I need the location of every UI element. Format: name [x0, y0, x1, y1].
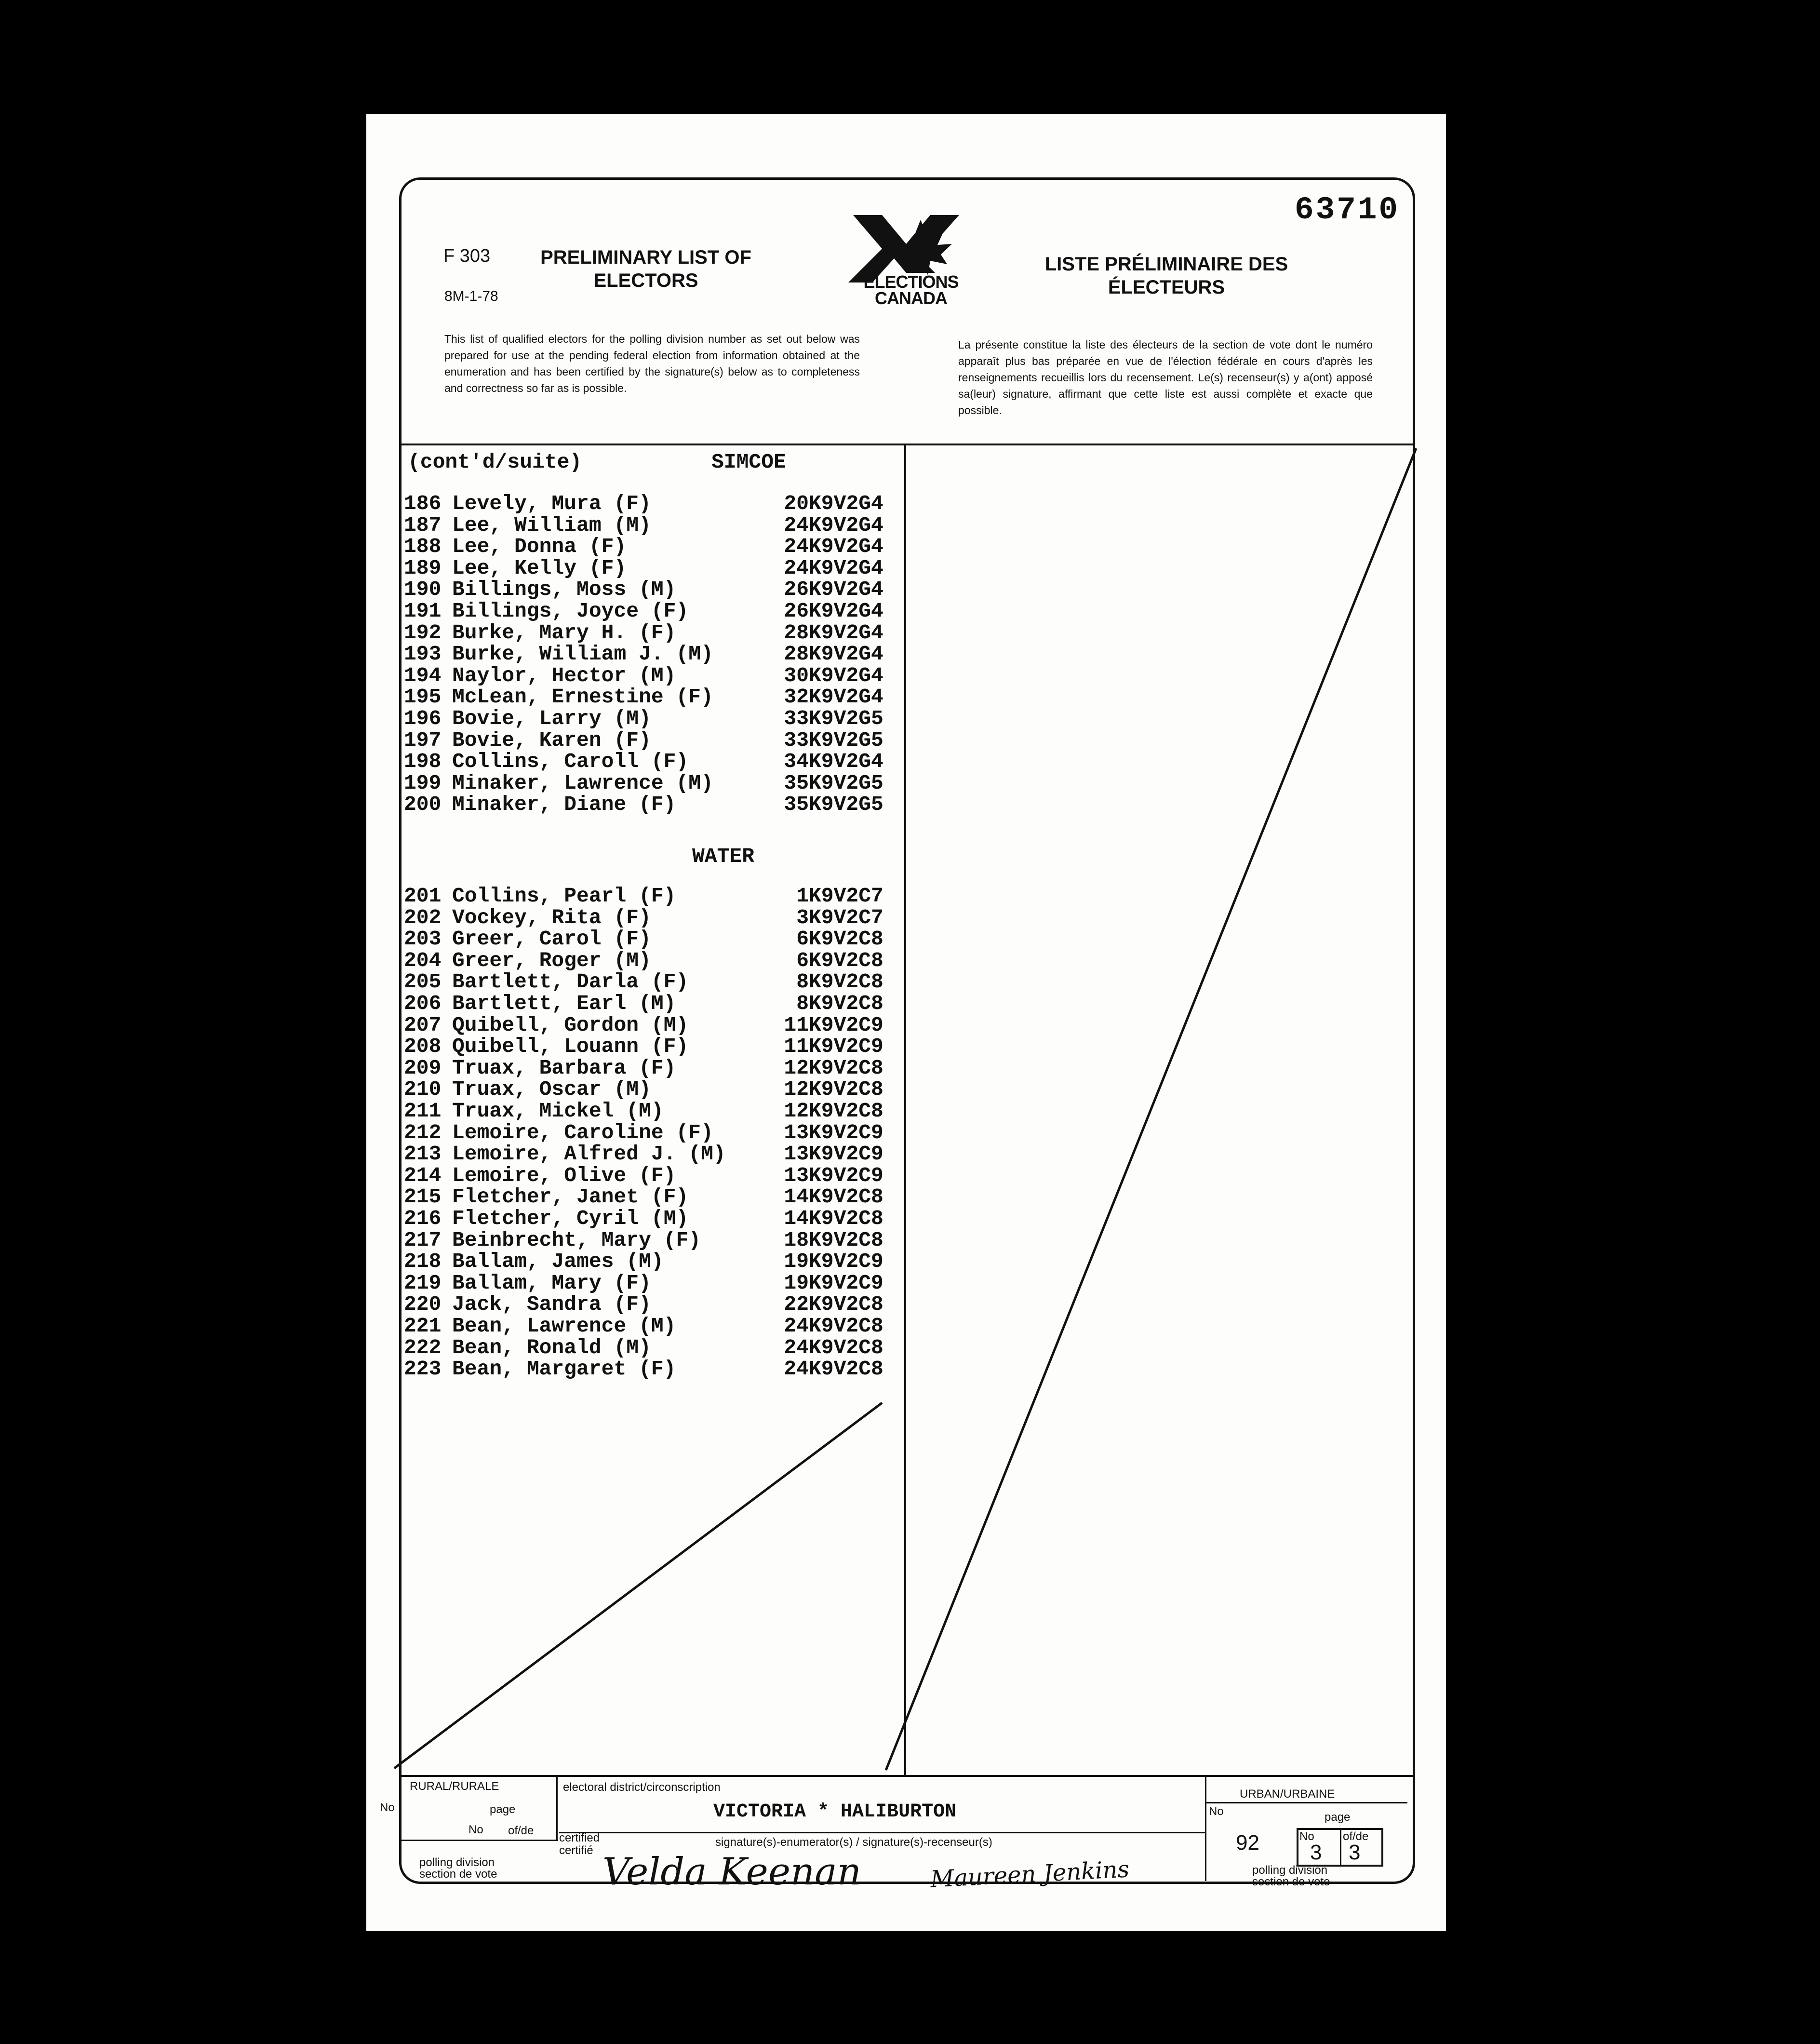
- form-date: 8M-1-78: [444, 288, 498, 304]
- postal-code: K9V2G5: [809, 793, 883, 817]
- elector-number: 213: [404, 1142, 442, 1166]
- rural-of-label: of/de: [508, 1824, 534, 1837]
- postal-code: K9V2C8: [809, 948, 883, 972]
- elector-name: Bovie, Karen (F): [452, 728, 651, 752]
- postal-code: K9V2C8: [809, 1314, 883, 1338]
- street-heading-1: SIMCOE: [711, 450, 786, 474]
- street-number: 24: [784, 1335, 809, 1359]
- postal-code: K9V2G5: [809, 771, 883, 795]
- street-number: 35: [784, 793, 809, 817]
- elector-name: Ballam, Mary (F): [452, 1271, 651, 1295]
- postal-code: K9V2C8: [809, 1228, 883, 1252]
- elector-number: 197: [404, 728, 442, 752]
- urban-page-label: page: [1325, 1811, 1351, 1824]
- rural-label: RURAL/RURALE: [410, 1780, 499, 1793]
- rural-box-right: [556, 1777, 558, 1840]
- postal-code: K9V2C8: [809, 1335, 883, 1359]
- postal-code: K9V2C8: [809, 1292, 883, 1317]
- street-number: 13: [784, 1163, 809, 1187]
- elector-number: 198: [404, 750, 442, 774]
- street-number: 6: [796, 948, 809, 972]
- rural-polling-label: [419, 1857, 497, 1880]
- elector-number: 212: [404, 1120, 442, 1144]
- rural-no-label: No: [380, 1801, 395, 1814]
- street-number: 26: [784, 599, 809, 623]
- elector-number: 202: [404, 905, 442, 929]
- elector-number: 196: [404, 707, 442, 730]
- logo-line2: CANADA: [875, 288, 947, 308]
- rural-page-no-label: No: [468, 1823, 483, 1836]
- form-number: F 303: [443, 246, 491, 266]
- elector-number: 204: [404, 948, 442, 972]
- urban-polling-label-fr: section de vote: [1252, 1875, 1330, 1888]
- title-french: [1036, 253, 1297, 299]
- elector-name: Truax, Barbara (F): [452, 1056, 676, 1080]
- street-number: 35: [784, 771, 809, 795]
- elector-number: 193: [404, 642, 442, 666]
- postal-code: K9V2C8: [809, 1099, 883, 1123]
- elector-name: Bean, Ronald (M): [452, 1335, 651, 1359]
- title-english-line1: PRELIMINARY LIST OF: [540, 247, 751, 268]
- postal-code: K9V2C9: [809, 1035, 883, 1059]
- elector-number: 209: [404, 1056, 442, 1080]
- street-number: 33: [784, 707, 809, 730]
- elector-number: 189: [404, 556, 442, 580]
- postal-code: K9V2G4: [809, 685, 883, 709]
- elector-number: 214: [404, 1163, 442, 1187]
- elector-number: 199: [404, 771, 442, 795]
- postal-code: K9V2C7: [809, 884, 883, 908]
- street-number: 3: [796, 905, 809, 929]
- rural-polling-label-fr: section de vote: [419, 1868, 497, 1881]
- street-number: 24: [784, 535, 809, 559]
- street-number: 28: [784, 642, 809, 666]
- elector-name: Lemoire, Caroline (F): [452, 1120, 713, 1144]
- elector-name: Fletcher, Janet (F): [452, 1185, 689, 1209]
- header-divider: [401, 444, 1413, 445]
- elector-name: Greer, Carol (F): [452, 927, 651, 951]
- elector-number: 220: [404, 1292, 442, 1317]
- rural-page-label: page: [490, 1803, 516, 1816]
- title-english: [530, 246, 762, 292]
- elector-name: Vockey, Rita (F): [452, 905, 651, 929]
- elector-number: 206: [404, 992, 442, 1015]
- elector-name: McLean, Ernestine (F): [452, 685, 713, 709]
- street-number: 11: [784, 1035, 809, 1059]
- elector-number: 211: [404, 1099, 442, 1123]
- urban-polling-label: [1252, 1865, 1330, 1888]
- district-label: electoral district/circonscription: [563, 1781, 721, 1794]
- street-number: 1: [796, 884, 809, 908]
- document-number: 63710: [1295, 192, 1400, 228]
- urban-page-no-label: No: [1299, 1830, 1314, 1843]
- page-number: 3: [1310, 1841, 1322, 1864]
- street-number: 12: [784, 1077, 809, 1102]
- street-number: 30: [784, 663, 809, 687]
- certified-label-en: certified: [559, 1831, 600, 1844]
- street-number: 14: [784, 1207, 809, 1230]
- elector-number: 203: [404, 927, 442, 951]
- certified-label: [559, 1832, 600, 1857]
- street-number: 13: [784, 1120, 809, 1144]
- elector-name: Bovie, Larry (M): [452, 707, 651, 730]
- enumerator-signature-2: Maureen Jenkins: [929, 1856, 1130, 1893]
- street-number: 14: [784, 1185, 809, 1209]
- logo-text: [853, 274, 969, 307]
- elector-name: Lee, Donna (F): [452, 535, 627, 559]
- page-number-box-divider: [1340, 1828, 1341, 1867]
- page-total: 3: [1349, 1841, 1361, 1864]
- signature-label: signature(s)-enumerator(s) / signature(s)-recenseur(s): [715, 1836, 992, 1849]
- elector-number: 201: [404, 884, 442, 908]
- street-number: 12: [784, 1056, 809, 1080]
- postal-code: K9V2C9: [809, 1250, 883, 1274]
- elector-name: Bartlett, Darla (F): [452, 970, 689, 994]
- district-underline: [559, 1832, 1205, 1833]
- elector-name: Naylor, Hector (M): [452, 663, 676, 687]
- postal-code: K9V2C8: [809, 1207, 883, 1230]
- postal-code: K9V2C8: [809, 992, 883, 1015]
- postal-code: K9V2C8: [809, 1077, 883, 1102]
- postal-code: K9V2C8: [809, 1185, 883, 1209]
- postal-code: K9V2C7: [809, 905, 883, 929]
- street-number: 32: [784, 685, 809, 709]
- title-english-line2: ELECTORS: [593, 270, 698, 291]
- electoral-district: VICTORIA * HALIBURTON: [713, 1801, 957, 1823]
- street-number: 20: [784, 492, 809, 515]
- postal-code: K9V2G4: [809, 492, 883, 515]
- elector-name: Quibell, Louann (F): [452, 1035, 689, 1059]
- postal-code: K9V2G5: [809, 728, 883, 752]
- intro-french: La présente constitue la liste des électeurs de la section de vote dont le numéro apparaît plus bas préparée en vue de l'élection fédérale en cours d'après les renseignements recueillis lors du recensement. Le(s) recenseur(s) y a(ont) apposé sa(leur) signature, affirmant que cette liste est aussi complète et exacte que possible.: [958, 338, 1373, 417]
- postal-code: K9V2C8: [809, 927, 883, 951]
- contd-heading: (cont'd/suite): [408, 450, 582, 474]
- elector-name: Lemoire, Alfred J. (M): [452, 1142, 726, 1166]
- elector-name: Burke, William J. (M): [452, 642, 713, 666]
- elector-number: 217: [404, 1228, 442, 1252]
- street-number: 24: [784, 1357, 809, 1381]
- elector-name: Ballam, James (M): [452, 1250, 664, 1274]
- postal-code: K9V2C8: [809, 1357, 883, 1381]
- urban-box-left: [1205, 1777, 1206, 1881]
- street-number: 24: [784, 513, 809, 537]
- postal-code: K9V2C9: [809, 1163, 883, 1187]
- elector-name: Collins, Pearl (F): [452, 884, 676, 908]
- elector-number: 188: [404, 535, 442, 559]
- elector-number: 222: [404, 1335, 442, 1359]
- elector-name: Bean, Margaret (F): [452, 1357, 676, 1381]
- postal-code: K9V2G4: [809, 663, 883, 687]
- elector-name: Bean, Lawrence (M): [452, 1314, 676, 1338]
- postal-code: K9V2G5: [809, 707, 883, 730]
- street-number: 12: [784, 1099, 809, 1123]
- elector-number: 208: [404, 1035, 442, 1059]
- certified-label-fr: certifié: [559, 1844, 593, 1857]
- postal-code: K9V2G4: [809, 642, 883, 666]
- elector-number: 192: [404, 620, 442, 645]
- street-heading-2: WATER: [692, 845, 755, 868]
- footer-divider: [401, 1775, 1413, 1777]
- postal-code: K9V2G4: [809, 599, 883, 623]
- urban-box-top: [1205, 1802, 1407, 1803]
- elector-name: Minaker, Diane (F): [452, 793, 676, 817]
- elector-number: 219: [404, 1271, 442, 1295]
- street-number: 8: [796, 970, 809, 994]
- street-number: 34: [784, 750, 809, 774]
- elector-number: 200: [404, 793, 442, 817]
- postal-code: K9V2C8: [809, 1056, 883, 1080]
- postal-code: K9V2C9: [809, 1013, 883, 1037]
- urban-polling-label-en: polling division: [1252, 1864, 1328, 1877]
- postal-code: K9V2C9: [809, 1120, 883, 1144]
- elector-name: Lee, Kelly (F): [452, 556, 627, 580]
- elector-name: Burke, Mary H. (F): [452, 620, 676, 645]
- title-french-line2: ÉLECTEURS: [1108, 277, 1225, 298]
- elector-name: Lemoire, Olive (F): [452, 1163, 676, 1187]
- postal-code: K9V2G4: [809, 578, 883, 602]
- street-number: 8: [796, 992, 809, 1015]
- elector-name: Greer, Roger (M): [452, 948, 651, 972]
- elector-name: Jack, Sandra (F): [452, 1292, 651, 1317]
- elector-name: Truax, Oscar (M): [452, 1077, 651, 1102]
- elector-number: 207: [404, 1013, 442, 1037]
- elector-name: Collins, Caroll (F): [452, 750, 689, 774]
- logo-line1: ELECTIONS: [863, 272, 959, 292]
- elector-number: 190: [404, 578, 442, 602]
- elector-number: 210: [404, 1077, 442, 1102]
- street-number: 24: [784, 1314, 809, 1338]
- urban-no-label: No: [1209, 1805, 1224, 1818]
- postal-code: K9V2C8: [809, 970, 883, 994]
- street-number: 33: [784, 728, 809, 752]
- elector-name: Lee, William (M): [452, 513, 651, 537]
- elector-number: 223: [404, 1357, 442, 1381]
- elector-name: Levely, Mura (F): [452, 492, 651, 515]
- postal-code: K9V2G4: [809, 556, 883, 580]
- postal-code: K9V2G4: [809, 750, 883, 774]
- elector-name: Beinbrecht, Mary (F): [452, 1228, 701, 1252]
- elector-name: Bartlett, Earl (M): [452, 992, 676, 1015]
- street-number: 19: [784, 1250, 809, 1274]
- elector-name: Truax, Mickel (M): [452, 1099, 664, 1123]
- street-number: 18: [784, 1228, 809, 1252]
- street-number: 22: [784, 1292, 809, 1317]
- street-number: 28: [784, 620, 809, 645]
- intro-english: This list of qualified electors for the polling division number as set out below was prepared for use at the pending federal election from information obtained at the enumeration and has been certified by the signature(s) below as to completeness and correctness so far as is possible.: [444, 333, 860, 394]
- elector-number: 187: [404, 513, 442, 537]
- elector-number: 221: [404, 1314, 442, 1338]
- postal-code: K9V2C9: [809, 1271, 883, 1295]
- elector-number: 216: [404, 1207, 442, 1230]
- elector-number: 205: [404, 970, 442, 994]
- rural-box-bottom: [401, 1840, 558, 1841]
- urban-label: URBAN/URBAINE: [1240, 1788, 1335, 1801]
- elector-name: Minaker, Lawrence (M): [452, 771, 713, 795]
- elector-number: 191: [404, 599, 442, 623]
- street-number: 26: [784, 578, 809, 602]
- column-divider: [904, 445, 906, 1775]
- elector-number: 218: [404, 1250, 442, 1274]
- postal-code: K9V2G4: [809, 620, 883, 645]
- elector-number: 195: [404, 685, 442, 709]
- street-number: 24: [784, 556, 809, 580]
- postal-code: K9V2G4: [809, 535, 883, 559]
- street-number: 6: [796, 927, 809, 951]
- elector-name: Fletcher, Cyril (M): [452, 1207, 689, 1230]
- rural-polling-label-en: polling division: [419, 1856, 495, 1869]
- street-number: 19: [784, 1271, 809, 1295]
- urban-of-label: of/de: [1343, 1830, 1369, 1843]
- street-number: 13: [784, 1142, 809, 1166]
- elector-name: Billings, Joyce (F): [452, 599, 689, 623]
- polling-division-number: 92: [1236, 1831, 1259, 1855]
- elector-number: 194: [404, 663, 442, 687]
- enumerator-signature-1: Velda Keenan: [602, 1850, 861, 1894]
- elector-number: 215: [404, 1185, 442, 1209]
- elector-name: Quibell, Gordon (M): [452, 1013, 689, 1037]
- elector-name: Billings, Moss (M): [452, 578, 676, 602]
- elector-number: 186: [404, 492, 442, 515]
- title-french-line1: LISTE PRÉLIMINAIRE DES: [1044, 254, 1288, 275]
- postal-code: K9V2G4: [809, 513, 883, 537]
- postal-code: K9V2C9: [809, 1142, 883, 1166]
- street-number: 11: [784, 1013, 809, 1037]
